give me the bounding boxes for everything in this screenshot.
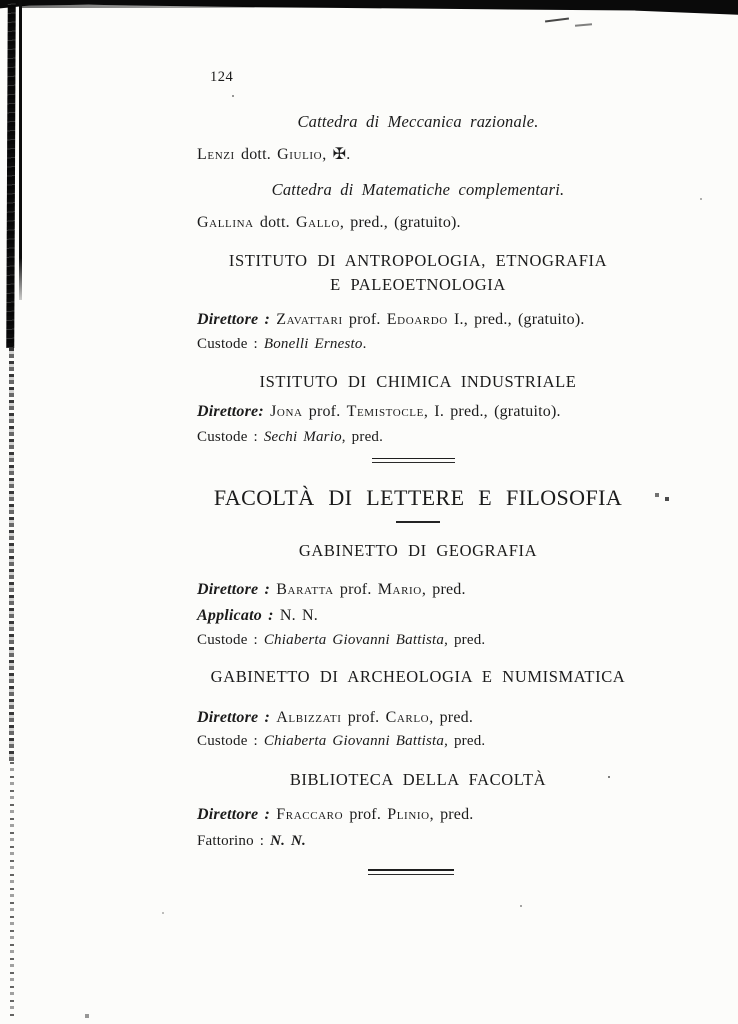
staff-line-bonelli xyxy=(197,336,367,353)
role-label: Direttore : xyxy=(197,311,277,328)
staff-line-albizzati xyxy=(197,709,473,727)
scan-mark xyxy=(575,23,592,26)
person-name: Giulio xyxy=(277,146,323,163)
person-name: Temistocle xyxy=(346,403,424,420)
scan-specks xyxy=(0,0,2,2)
person-name: Albizzati xyxy=(276,709,342,726)
staff-line-gallina xyxy=(197,214,461,232)
text: prof. xyxy=(333,581,378,598)
person-name: Sechi Mario xyxy=(263,429,342,445)
binding-edge xyxy=(9,348,14,762)
institute-title-antropologia-2: E PALEOETNOLOGIA xyxy=(330,275,506,294)
text: prof. xyxy=(341,709,386,726)
binding-edge xyxy=(10,762,14,1018)
institute-title-antropologia-1: ISTITUTO DI ANTROPOLOGIA, ETNOGRAFIA xyxy=(228,251,608,270)
role-label: Direttore : xyxy=(197,581,277,598)
role-label: Fattorino : xyxy=(197,833,271,849)
person-name: Mario xyxy=(377,581,422,598)
role-label: Direttore : xyxy=(197,709,277,726)
staff-line-sechi xyxy=(197,429,383,446)
person-name: Jona xyxy=(270,403,303,420)
chair-title-meccanica: Cattedra di Meccanica razionale. xyxy=(297,112,539,131)
institute-title-chimica: ISTITUTO DI CHIMICA INDUSTRIALE xyxy=(259,372,577,391)
person-name: Gallo xyxy=(296,214,340,231)
role-label: Direttore: xyxy=(197,403,271,420)
cabinet-title-geografia: GABINETTO DI GEOGRAFIA xyxy=(298,541,538,560)
scan-mark xyxy=(545,18,569,23)
text: I., pred., (gratuito). xyxy=(447,311,585,328)
staff-line-fraccaro xyxy=(197,806,474,824)
role-label: Custode : xyxy=(197,733,264,749)
cabinet-title-archeologia: GABINETTO DI ARCHEOLOGIA E NUMISMATICA xyxy=(210,667,626,686)
person-name: Chiaberta Giovanni Battista xyxy=(263,632,445,648)
staff-line-applicato xyxy=(197,607,318,625)
library-title: BIBLIOTECA DELLA FACOLTÀ xyxy=(289,770,547,789)
binding-edge xyxy=(6,0,16,348)
chair-title-matematiche: Cattedra di Matematiche complementari. xyxy=(271,180,565,199)
staff-line-zavattari xyxy=(197,311,585,329)
role-label: Custode : xyxy=(197,632,264,648)
faculty-title: FACOLTÀ DI LETTERE E FILOSOFIA xyxy=(213,485,623,510)
text: , I. pred., (gratuito). xyxy=(423,403,561,420)
text: , pred. xyxy=(429,806,474,823)
text: prof. xyxy=(302,403,347,420)
role-label: Direttore : xyxy=(197,806,277,823)
staff-line-jona xyxy=(197,403,561,421)
text: prof. xyxy=(342,311,387,328)
role-label: Custode : xyxy=(197,429,264,445)
text: , pred., (gratuito). xyxy=(339,214,461,231)
person-name: Gallina xyxy=(197,214,254,231)
role-label: Applicato : xyxy=(197,607,280,624)
maltese-cross-icon: , ✠. xyxy=(322,146,351,163)
section-divider xyxy=(372,458,455,463)
person-name: Baratta xyxy=(276,581,334,598)
text: dott. xyxy=(234,146,278,163)
binding-edge xyxy=(19,0,22,300)
text: , pred. xyxy=(444,632,486,648)
text: , pred. xyxy=(421,581,466,598)
person-name: Edoardo xyxy=(386,311,448,328)
text: N. N. xyxy=(279,607,318,624)
scan-top-fuzz xyxy=(22,5,452,8)
text: , pred. xyxy=(341,429,384,445)
text: dott. xyxy=(253,214,296,231)
person-name: Plinio xyxy=(387,806,430,823)
text: . xyxy=(362,336,367,352)
text: prof. xyxy=(343,806,388,823)
scan-top-edge xyxy=(0,0,738,16)
text: , pred. xyxy=(429,709,474,726)
text: , pred. xyxy=(444,733,486,749)
person-name: Bonelli Ernesto xyxy=(263,336,363,352)
staff-line-fattorino xyxy=(197,833,306,850)
person-name: Zavattari xyxy=(276,311,343,328)
person-name: Lenzi xyxy=(197,146,235,163)
person-name: Carlo xyxy=(385,709,430,726)
text: N. N. xyxy=(270,833,306,849)
staff-line-baratta xyxy=(197,581,466,599)
staff-line-chiaberta-2 xyxy=(197,733,485,750)
page-number: 124 xyxy=(210,69,234,85)
person-name: Chiaberta Giovanni Battista xyxy=(263,733,445,749)
faculty-title-rule xyxy=(396,521,440,523)
role-label: Custode : xyxy=(197,336,264,352)
section-divider xyxy=(368,869,454,875)
person-name: Fraccaro xyxy=(276,806,344,823)
staff-line-lenzi xyxy=(197,146,350,164)
staff-line-chiaberta-1 xyxy=(197,632,485,649)
